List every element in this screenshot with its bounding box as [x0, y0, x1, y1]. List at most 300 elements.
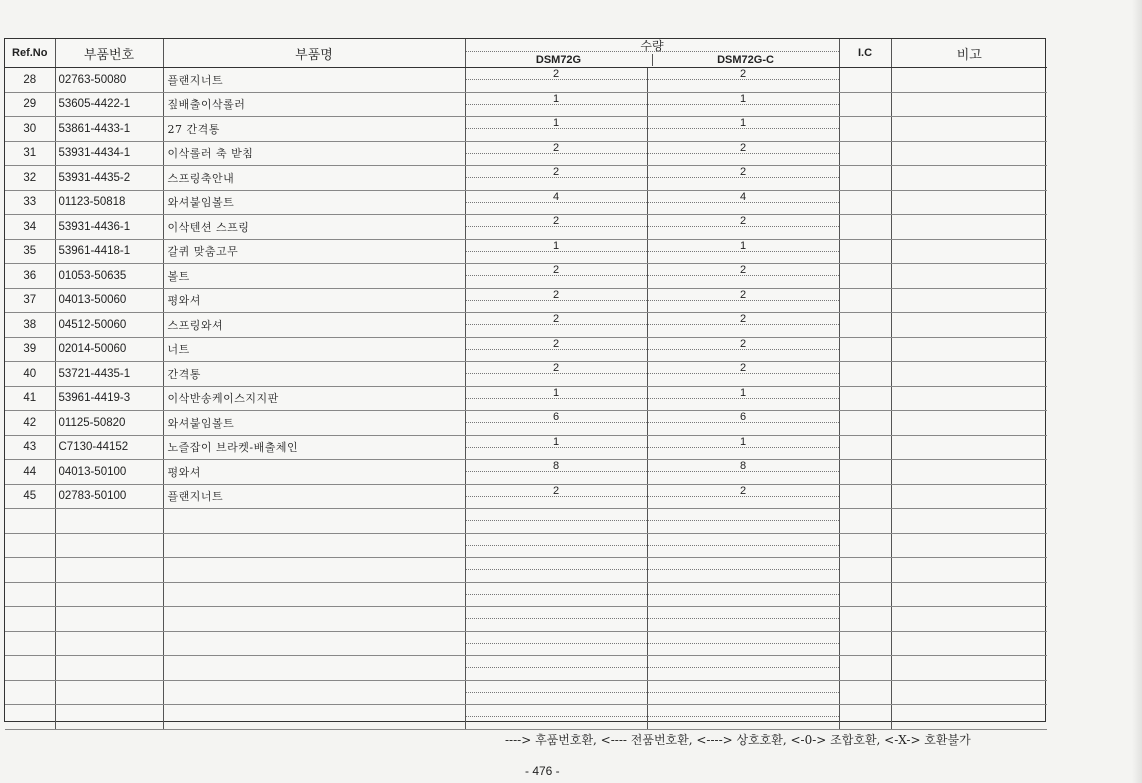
qty-dsm72g-c-cell [647, 631, 839, 656]
ic-cell [839, 141, 891, 166]
qty-dsm72g-cell [465, 313, 647, 338]
dotted-guide [466, 594, 647, 595]
part-name-cell: 이삭롤러 축 받침 [163, 141, 465, 166]
ic-cell [839, 435, 891, 460]
dotted-guide [648, 447, 839, 448]
dotted-guide [648, 496, 839, 497]
ref-no-cell [5, 558, 55, 583]
qty-value: 1 [552, 117, 560, 129]
table-row [5, 141, 1047, 166]
qty-dsm72g-cell [465, 656, 647, 681]
dotted-guide [648, 520, 839, 521]
header-quantity-label: 수량 [640, 39, 664, 53]
ic-cell [839, 92, 891, 117]
remarks-cell [891, 68, 1047, 93]
dotted-guide [648, 349, 839, 350]
qty-value: 2 [552, 313, 560, 325]
qty-value: 2 [739, 68, 747, 80]
qty-dsm72g-c-cell [647, 362, 839, 387]
ic-cell [839, 362, 891, 387]
qty-dsm72g-cell [465, 166, 647, 191]
qty-dsm72g-c-cell [647, 411, 839, 436]
qty-value: 2 [552, 166, 560, 178]
dotted-guide [466, 471, 647, 472]
part-no-cell: 02783-50100 [55, 484, 163, 509]
dotted-guide [648, 79, 839, 80]
qty-value: 1 [739, 239, 747, 252]
qty-value: 1 [739, 92, 747, 105]
dotted-guide [648, 251, 839, 252]
remarks-cell [891, 264, 1047, 289]
qty-value: 2 [552, 337, 560, 350]
ic-cell [839, 264, 891, 289]
dotted-guide [648, 398, 839, 399]
qty-dsm72g-cell [465, 705, 647, 730]
qty-dsm72g-c-cell [647, 533, 839, 558]
part-no-cell [55, 558, 163, 583]
qty-dsm72g-c-cell [647, 92, 839, 117]
dotted-guide [648, 373, 839, 374]
part-name-cell: 평와셔 [163, 288, 465, 313]
dotted-guide [466, 251, 647, 252]
dotted-guide [466, 643, 647, 644]
dotted-guide [648, 667, 839, 668]
table-row [5, 411, 1047, 436]
header-ic: I.C [839, 39, 891, 68]
qty-dsm72g-c-cell [647, 460, 839, 485]
remarks-cell [891, 117, 1047, 142]
qty-value: 1 [552, 239, 560, 252]
ic-cell [839, 680, 891, 705]
dotted-guide [648, 226, 839, 227]
part-name-cell [163, 558, 465, 583]
part-name-cell [163, 656, 465, 681]
part-no-cell [55, 607, 163, 632]
qty-value: 2 [552, 68, 560, 80]
qty-value: 2 [552, 215, 560, 227]
ic-cell [839, 533, 891, 558]
qty-dsm72g-cell [465, 411, 647, 436]
ref-no-cell [5, 705, 55, 730]
qty-dsm72g-c-cell [647, 337, 839, 362]
qty-dsm72g-c-cell [647, 484, 839, 509]
ref-no-cell: 42 [5, 411, 55, 436]
part-no-cell: 01123-50818 [55, 190, 163, 215]
header-remarks: 비고 [891, 39, 1047, 68]
qty-dsm72g-cell [465, 558, 647, 583]
part-name-cell: 갈퀴 맞춤고무 [163, 239, 465, 264]
empty-table-row [5, 705, 1047, 730]
remarks-cell [891, 362, 1047, 387]
ref-no-cell [5, 582, 55, 607]
remarks-cell [891, 533, 1047, 558]
empty-table-row [5, 680, 1047, 705]
qty-dsm72g-cell [465, 141, 647, 166]
ref-no-cell: 35 [5, 239, 55, 264]
ref-no-cell: 37 [5, 288, 55, 313]
part-no-cell: 53931-4435-2 [55, 166, 163, 191]
qty-dsm72g-c-cell [647, 313, 839, 338]
qty-value: 2 [552, 288, 560, 301]
part-name-cell: 스프링와셔 [163, 313, 465, 338]
qty-dsm72g-cell [465, 68, 647, 93]
dotted-guide [648, 471, 839, 472]
ic-cell [839, 411, 891, 436]
part-name-cell: 볼트 [163, 264, 465, 289]
ic-cell [839, 166, 891, 191]
part-name-cell: 플랜지너트 [163, 68, 465, 93]
qty-dsm72g-c-cell [647, 680, 839, 705]
ref-no-cell: 31 [5, 141, 55, 166]
ref-no-cell: 34 [5, 215, 55, 240]
part-no-cell [55, 509, 163, 534]
qty-dsm72g-cell [465, 362, 647, 387]
part-no-cell: 53961-4419-3 [55, 386, 163, 411]
part-name-cell [163, 680, 465, 705]
qty-value: 8 [552, 460, 560, 472]
qty-value: 2 [739, 337, 747, 350]
part-name-cell [163, 705, 465, 730]
dotted-guide [648, 153, 839, 154]
dotted-guide [648, 104, 839, 105]
table-row [5, 484, 1047, 509]
remarks-cell [891, 190, 1047, 215]
qty-value: 2 [739, 166, 747, 178]
dotted-guide [648, 545, 839, 546]
dotted-guide [648, 422, 839, 423]
part-name-cell [163, 607, 465, 632]
dotted-guide [648, 692, 839, 693]
dotted-guide [648, 300, 839, 301]
dotted-guide [466, 398, 647, 399]
dotted-guide [466, 716, 647, 717]
qty-value: 1 [739, 117, 747, 129]
qty-value: 2 [739, 264, 747, 276]
dotted-guide [648, 177, 839, 178]
part-no-cell: 04512-50060 [55, 313, 163, 338]
part-no-cell [55, 533, 163, 558]
empty-table-row [5, 631, 1047, 656]
dotted-guide [466, 569, 647, 570]
qty-value: 2 [739, 313, 747, 325]
qty-dsm72g-cell [465, 239, 647, 264]
dotted-guide [466, 104, 647, 105]
part-name-cell: 플랜지너트 [163, 484, 465, 509]
dotted-guide [466, 177, 647, 178]
part-no-cell [55, 680, 163, 705]
remarks-cell [891, 411, 1047, 436]
qty-dsm72g-cell [465, 288, 647, 313]
dotted-guide [466, 618, 647, 619]
qty-value: 2 [739, 484, 747, 497]
parts-table [5, 39, 1047, 730]
part-no-cell: 02763-50080 [55, 68, 163, 93]
remarks-cell [891, 656, 1047, 681]
table-row [5, 68, 1047, 93]
ref-no-cell [5, 533, 55, 558]
qty-dsm72g-cell [465, 435, 647, 460]
qty-dsm72g-cell [465, 509, 647, 534]
ref-no-cell: 41 [5, 386, 55, 411]
dotted-guide [466, 202, 647, 203]
ref-no-cell: 29 [5, 92, 55, 117]
ic-cell [839, 656, 891, 681]
table-row [5, 313, 1047, 338]
part-no-cell [55, 631, 163, 656]
ref-no-cell [5, 656, 55, 681]
ic-cell [839, 509, 891, 534]
dotted-guide [648, 594, 839, 595]
qty-value: 2 [552, 362, 560, 374]
ic-cell [839, 190, 891, 215]
ref-no-cell: 36 [5, 264, 55, 289]
interchangeability-legend: ----> 후품번호환, <---- 전품번호환, <----> 상호호환, <-0-> 조합호환, <-X-> 호환불가 [505, 733, 971, 747]
part-name-cell [163, 509, 465, 534]
ref-no-cell [5, 509, 55, 534]
empty-table-row [5, 656, 1047, 681]
ref-no-cell: 30 [5, 117, 55, 142]
table-row [5, 362, 1047, 387]
qty-dsm72g-c-cell [647, 607, 839, 632]
remarks-cell [891, 607, 1047, 632]
qty-dsm72g-c-cell [647, 166, 839, 191]
table-row [5, 264, 1047, 289]
part-name-cell [163, 582, 465, 607]
ic-cell [839, 460, 891, 485]
qty-value: 6 [552, 411, 560, 423]
qty-dsm72g-c-cell [647, 117, 839, 142]
remarks-cell [891, 484, 1047, 509]
qty-value: 1 [552, 386, 560, 399]
ic-cell [839, 117, 891, 142]
dotted-guide [466, 349, 647, 350]
dotted-guide [466, 79, 647, 80]
remarks-cell [891, 509, 1047, 534]
header-quantity [465, 39, 839, 68]
dotted-guide [648, 569, 839, 570]
ic-cell [839, 631, 891, 656]
remarks-cell [891, 705, 1047, 730]
qty-dsm72g-c-cell [647, 509, 839, 534]
ref-no-cell: 45 [5, 484, 55, 509]
part-name-cell: 와셔붙임볼트 [163, 190, 465, 215]
part-name-cell: 이삭반송케이스지지판 [163, 386, 465, 411]
qty-dsm72g-cell [465, 631, 647, 656]
qty-dsm72g-cell [465, 460, 647, 485]
qty-value: 1 [739, 386, 747, 399]
ref-no-cell [5, 631, 55, 656]
qty-dsm72g-cell [465, 607, 647, 632]
ic-cell [839, 484, 891, 509]
ic-cell [839, 607, 891, 632]
dotted-guide [648, 716, 839, 717]
part-name-cell [163, 631, 465, 656]
ic-cell [839, 705, 891, 730]
header-part-name: 부품명 [163, 39, 465, 68]
ref-no-cell: 38 [5, 313, 55, 338]
remarks-cell [891, 631, 1047, 656]
part-no-cell: 01053-50635 [55, 264, 163, 289]
qty-value: 2 [739, 362, 747, 374]
remarks-cell [891, 337, 1047, 362]
qty-dsm72g-cell [465, 680, 647, 705]
remarks-cell [891, 92, 1047, 117]
table-row [5, 386, 1047, 411]
remarks-cell [891, 435, 1047, 460]
dotted-guide [466, 422, 647, 423]
dotted-guide [648, 643, 839, 644]
ic-cell [839, 239, 891, 264]
part-no-cell: 04013-50100 [55, 460, 163, 485]
dotted-guide [466, 667, 647, 668]
qty-value: 2 [739, 288, 747, 301]
remarks-cell [891, 288, 1047, 313]
ic-cell [839, 68, 891, 93]
header-model-dsm72g: DSM72G [466, 54, 653, 66]
parts-table-sheet [4, 38, 1046, 722]
dotted-guide [466, 153, 647, 154]
part-no-cell: 53721-4435-1 [55, 362, 163, 387]
part-no-cell: 53961-4418-1 [55, 239, 163, 264]
qty-dsm72g-c-cell [647, 239, 839, 264]
dotted-guide [466, 447, 647, 448]
qty-value: 4 [552, 190, 560, 203]
table-row [5, 215, 1047, 240]
qty-value: 6 [739, 411, 747, 423]
remarks-cell [891, 582, 1047, 607]
header-model-dsm72g-c: DSM72G-C [717, 54, 774, 66]
dotted-guide [648, 128, 839, 129]
remarks-cell [891, 141, 1047, 166]
ic-cell [839, 337, 891, 362]
qty-value: 2 [552, 264, 560, 276]
part-name-cell [163, 533, 465, 558]
part-no-cell [55, 656, 163, 681]
ic-cell [839, 558, 891, 583]
scan-edge-shadow [1132, 0, 1142, 783]
dotted-guide [466, 545, 647, 546]
table-row [5, 190, 1047, 215]
qty-value: 2 [552, 141, 560, 154]
dotted-guide [466, 275, 647, 276]
qty-value: 2 [739, 215, 747, 227]
remarks-cell [891, 313, 1047, 338]
qty-dsm72g-c-cell [647, 435, 839, 460]
part-no-cell: 53861-4433-1 [55, 117, 163, 142]
qty-value: 2 [739, 141, 747, 154]
part-no-cell: 02014-50060 [55, 337, 163, 362]
table-row [5, 435, 1047, 460]
qty-dsm72g-c-cell [647, 68, 839, 93]
dotted-guide [648, 618, 839, 619]
part-name-cell: 너트 [163, 337, 465, 362]
empty-table-row [5, 558, 1047, 583]
page-number: - 476 - [525, 764, 560, 778]
remarks-cell [891, 460, 1047, 485]
qty-dsm72g-cell [465, 582, 647, 607]
qty-dsm72g-cell [465, 215, 647, 240]
qty-dsm72g-cell [465, 337, 647, 362]
part-no-cell: 53931-4436-1 [55, 215, 163, 240]
qty-dsm72g-cell [465, 190, 647, 215]
dotted-guide [648, 202, 839, 203]
table-row [5, 92, 1047, 117]
remarks-cell [891, 239, 1047, 264]
table-row [5, 337, 1047, 362]
qty-dsm72g-c-cell [647, 264, 839, 289]
part-no-cell: C7130-44152 [55, 435, 163, 460]
header-ref-no: Ref.No [5, 39, 55, 68]
remarks-cell [891, 215, 1047, 240]
qty-value: 2 [552, 484, 560, 497]
part-no-cell: 01125-50820 [55, 411, 163, 436]
part-no-cell: 53931-4434-1 [55, 141, 163, 166]
ref-no-cell: 40 [5, 362, 55, 387]
part-name-cell: 짚배출이삭롤러 [163, 92, 465, 117]
qty-dsm72g-c-cell [647, 215, 839, 240]
qty-dsm72g-c-cell [647, 386, 839, 411]
ic-cell [839, 288, 891, 313]
remarks-cell [891, 680, 1047, 705]
table-row [5, 117, 1047, 142]
qty-value: 4 [739, 190, 747, 203]
qty-dsm72g-c-cell [647, 190, 839, 215]
table-row [5, 288, 1047, 313]
qty-dsm72g-c-cell [647, 141, 839, 166]
dotted-guide [466, 520, 647, 521]
remarks-cell [891, 166, 1047, 191]
dotted-guide [466, 128, 647, 129]
dotted-guide [648, 275, 839, 276]
part-no-cell: 53605-4422-1 [55, 92, 163, 117]
ref-no-cell: 39 [5, 337, 55, 362]
part-name-cell: 간격통 [163, 362, 465, 387]
qty-dsm72g-c-cell [647, 558, 839, 583]
table-row [5, 239, 1047, 264]
part-no-cell: 04013-50060 [55, 288, 163, 313]
qty-dsm72g-c-cell [647, 288, 839, 313]
qty-dsm72g-cell [465, 386, 647, 411]
qty-dsm72g-c-cell [647, 656, 839, 681]
part-no-cell [55, 582, 163, 607]
dotted-guide [466, 300, 647, 301]
qty-value: 1 [739, 435, 747, 448]
ic-cell [839, 215, 891, 240]
header-part-no: 부품번호 [55, 39, 163, 68]
qty-dsm72g-cell [465, 92, 647, 117]
part-name-cell: 평와셔 [163, 460, 465, 485]
qty-value: 1 [552, 92, 560, 105]
ref-no-cell: 44 [5, 460, 55, 485]
qty-dsm72g-cell [465, 533, 647, 558]
ic-cell [839, 582, 891, 607]
dotted-guide [466, 496, 647, 497]
ref-no-cell [5, 607, 55, 632]
ref-no-cell: 28 [5, 68, 55, 93]
table-header-row [5, 39, 1047, 68]
qty-dsm72g-cell [465, 484, 647, 509]
dotted-guide [466, 324, 647, 325]
part-name-cell: 27 간격통 [163, 117, 465, 142]
dotted-guide [648, 324, 839, 325]
empty-table-row [5, 509, 1047, 534]
dotted-guide [466, 692, 647, 693]
header-divider [466, 51, 839, 52]
ref-no-cell: 43 [5, 435, 55, 460]
empty-table-row [5, 607, 1047, 632]
part-name-cell: 노즐잡이 브라켓-배출체인 [163, 435, 465, 460]
qty-value: 1 [552, 435, 560, 448]
